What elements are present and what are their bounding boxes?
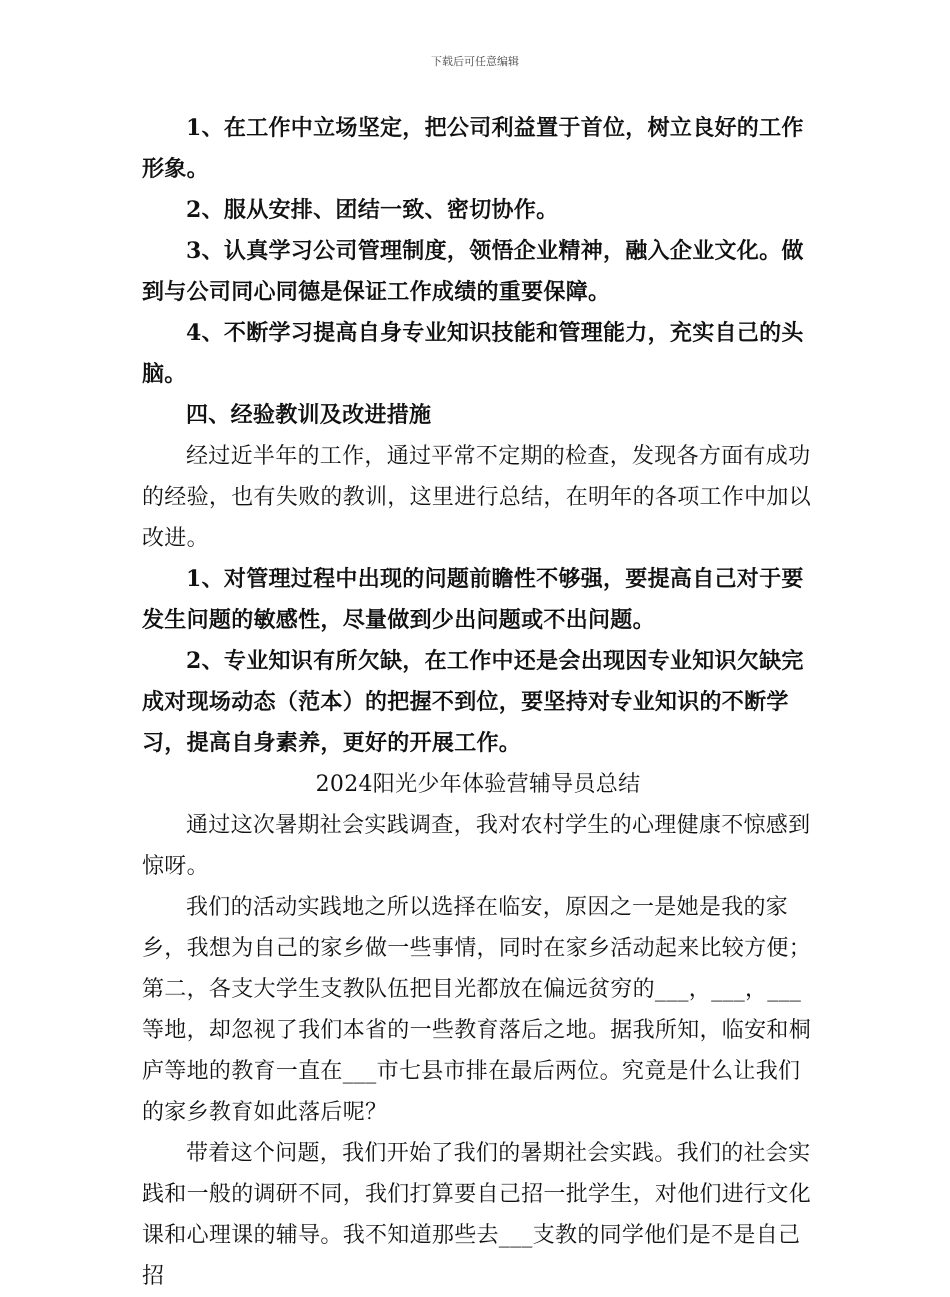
paragraph-2: 2、服从安排、团结一致、密切协作。 [186, 197, 559, 223]
document-title: 2024阳光少年体验营辅导员总结 [315, 772, 641, 797]
paragraph-summary-2: 我们的活动实践地之所以选择在临安，原因之一是她是我的家乡，我想为自己的家乡做一些事情，同时在家乡活动起来比较方便；第二，各支大学生支教队伍把目光都放在偏远贫穷的___，___，___等地，却忽视了我们本省的一些教育落后之地。据我所知，临安和桐庐等地的教育一直在___市七县市排在最后两位。究竟是什么让我们的家乡教育如此落后呢？ [142, 895, 812, 1125]
page-header-note: 下载后可任意编辑 [431, 55, 519, 68]
paragraph-lesson-2: 2、专业知识有所欠缺，在工作中还是会出现因专业知识欠缺完成对现场动态（范本）的把握不到位，要坚持对专业知识的不断学习，提高自身素养，更好的开展工作。 [142, 648, 804, 756]
section-heading-lessons: 四、经验教训及改进措施 [186, 402, 432, 428]
paragraph-4: 4、不断学习提高自身专业知识技能和管理能力，充实自己的头脑。 [142, 320, 804, 387]
document-body [142, 108, 814, 1297]
paragraph-lessons-intro: 经过近半年的工作，通过平常不定期的检查，发现各方面有成功的经验，也有失败的教训，这里进行总结，在明年的各项工作中加以改进。 [142, 444, 812, 551]
paragraph-summary-1: 通过这次暑期社会实践调查，我对农村学生的心理健康不惊感到惊呀。 [142, 813, 811, 879]
paragraph-summary-3: 带着这个问题，我们开始了我们的暑期社会实践。我们的社会实践和一般的调研不同，我们打算要自己招一批学生，对他们进行文化课和心理课的辅导。我不知道那些去___支教的同学他们是不是自己招 [142, 1141, 812, 1289]
paragraph-lesson-1: 1、对管理过程中出现的问题前瞻性不够强，要提高自己对于要发生问题的敏感性，尽量做到少出问题或不出问题。 [142, 566, 804, 633]
paragraph-3: 3、认真学习公司管理制度，领悟企业精神，融入企业文化。做到与公司同心同德是保证工作成绩的重要保障。 [142, 238, 804, 305]
paragraph-1: 1、在工作中立场坚定，把公司利益置于首位，树立良好的工作形象。 [142, 115, 804, 182]
